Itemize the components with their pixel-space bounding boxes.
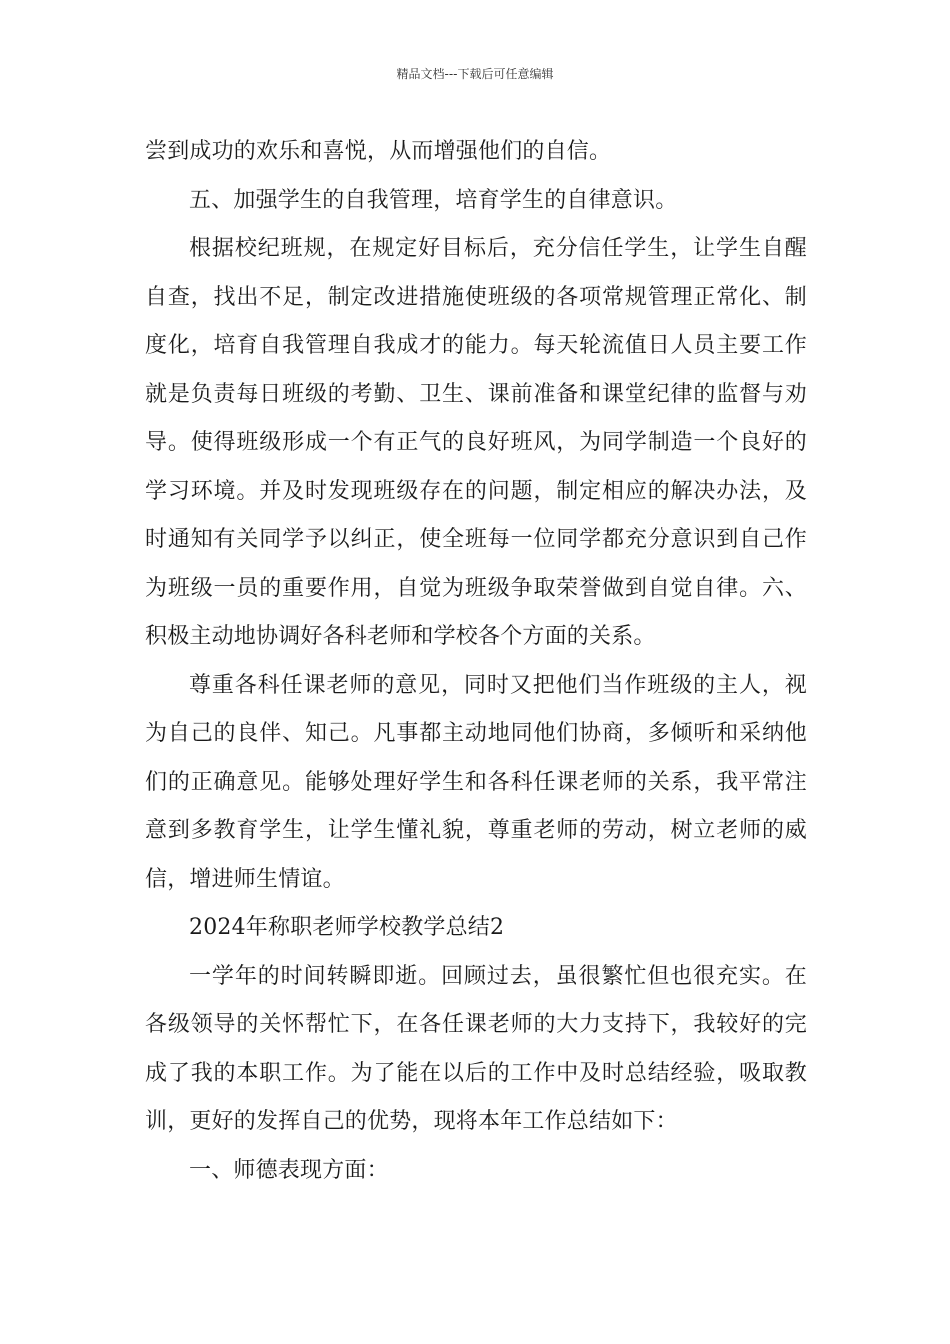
text-line: 度化，培育自我管理自我成才的能力。每天轮流值日人员主要工作	[145, 333, 807, 358]
text-line: 意到多教育学生，让学生懂礼貌，尊重老师的劳动，树立老师的威	[145, 818, 807, 843]
text-line: 为班级一员的重要作用，自觉为班级争取荣誉做到自觉自律。六、	[145, 575, 807, 601]
text-line: 各级领导的关怀帮忙下，在各任课老师的大力支持下，我较好的完	[145, 1012, 807, 1037]
text-line: 自查，找出不足，制定改进措施使班级的各项常规管理正常化、制	[145, 284, 807, 310]
text-line: 训，更好的发挥自己的优势，现将本年工作总结如下：	[145, 1109, 678, 1134]
text-line: 信，增进师生情谊。	[145, 866, 345, 892]
section-title: 2024年称职老师学校教学总结2	[189, 915, 505, 940]
text-line: 尊重各科任课老师的意见，同时又把他们当作班级的主人，视	[189, 672, 807, 698]
text-line: 积极主动地协调好各科老师和学校各个方面的关系。	[145, 624, 656, 649]
text-line: 就是负责每日班级的考勤、卫生、课前准备和课堂纪律的监督与劝	[145, 381, 807, 407]
document-body	[145, 128, 807, 1195]
text-line: 学习环境。并及时发现班级存在的问题，制定相应的解决办法，及	[145, 478, 807, 504]
text-line: 根据校纪班规，在规定好目标后，充分信任学生，让学生自醒	[189, 236, 807, 261]
page-header: 精品文档---下载后可任意编辑	[396, 67, 554, 81]
text-line: 一学年的时间转瞬即逝。回顾过去，虽很繁忙但也很充实。在	[189, 963, 807, 989]
text-line: 导。使得班级形成一个有正气的良好班风，为同学制造一个良好的	[145, 430, 807, 455]
text-line: 尝到成功的欢乐和喜悦，从而增强他们的自信。	[145, 139, 612, 164]
text-line: 一、师德表现方面：	[189, 1157, 389, 1183]
text-line: 五、加强学生的自我管理，培育学生的自律意识。	[189, 187, 678, 213]
text-line: 时通知有关同学予以纠正，使全班每一位同学都充分意识到自己作	[145, 527, 807, 552]
text-line: 们的正确意见。能够处理好学生和各科任课老师的关系，我平常注	[145, 769, 807, 795]
text-line: 成了我的本职工作。为了能在以后的工作中及时总结经验，吸取教	[145, 1060, 807, 1086]
text-line: 为自己的良伴、知己。凡事都主动地同他们协商，多倾听和采纳他	[145, 721, 807, 746]
